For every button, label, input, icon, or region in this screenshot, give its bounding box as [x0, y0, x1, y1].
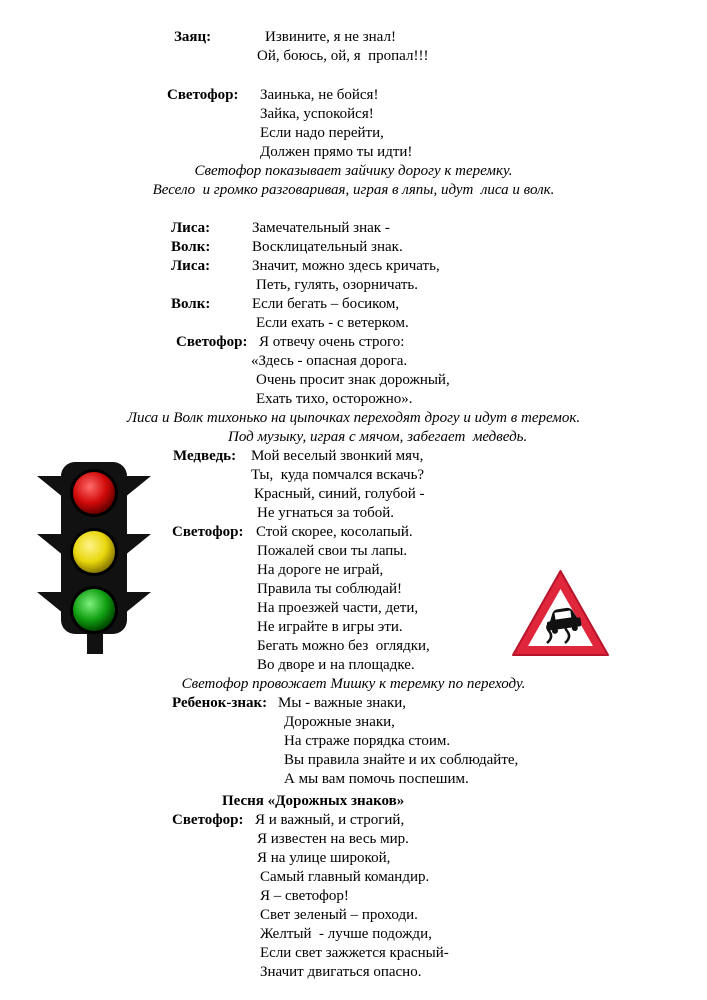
speaker-rebenok-znak: Ребенок-знак:	[172, 695, 268, 711]
dialogue-line: Значит, можно здесь кричать,	[252, 258, 440, 274]
dialogue-line: Бегать можно без оглядки,	[257, 638, 430, 654]
speaker-volk: Волк:	[171, 239, 211, 255]
dialogue-line: Мы - важные знаки,	[278, 695, 407, 711]
dialogue-line: Очень просит знак дорожный,	[256, 372, 450, 388]
stage-direction: Светофор провожает Мишку к теремку по переходу.	[181, 676, 526, 692]
dialogue-line: Я – светофор!	[260, 888, 349, 904]
dialogue-line: Я на улице широкой,	[257, 850, 391, 866]
dialogue-line: Если ехать - с ветерком.	[256, 315, 409, 331]
dialogue-line: Если свет зажжется красный-	[260, 945, 449, 961]
red-light	[73, 472, 115, 514]
dialogue-line: «Здесь - опасная дорога.	[251, 353, 408, 369]
traffic-light-icon	[37, 460, 151, 656]
dialogue-line: Красный, синий, голубой -	[254, 486, 425, 502]
dialogue-line: Самый главный командир.	[260, 869, 430, 885]
dialogue-line: Пожалей свои ты лапы.	[257, 543, 408, 559]
dialogue-line: Петь, гулять, озорничать.	[256, 277, 419, 293]
speaker-volk: Волк:	[171, 296, 211, 312]
dialogue-line: Значит двигаться опасно.	[260, 964, 422, 980]
dialogue-line: А мы вам помочь поспешим.	[284, 771, 469, 787]
dialogue-line: Дорожные знаки,	[284, 714, 395, 730]
green-light	[73, 589, 115, 631]
dialogue-line: Правила ты соблюдай!	[257, 581, 403, 597]
dialogue-line: Ехать тихо, осторожно».	[256, 391, 413, 407]
speaker-svetofor: Светофор:	[167, 87, 239, 103]
dialogue-line: Если бегать – босиком,	[252, 296, 400, 312]
dialogue-line: Желтый - лучше подожди,	[260, 926, 432, 942]
speaker-lisa: Лиса:	[171, 220, 211, 236]
dialogue-line: На страже порядка стоим.	[284, 733, 451, 749]
stage-direction: Под музыку, играя с мячом, забегает медведь.	[228, 429, 528, 445]
dialogue-line: Извините, я не знал!	[265, 29, 396, 45]
dialogue-line: Замечательный знак -	[252, 220, 390, 236]
dialogue-line: Не угнаться за тобой.	[257, 505, 394, 521]
dialogue-line: Восклицательный знак.	[252, 239, 403, 255]
dialogue-line: Я отвечу очень строго:	[259, 334, 405, 350]
speaker-lisa: Лиса:	[171, 258, 211, 274]
speaker-svetofor: Светофор:	[176, 334, 248, 350]
dialogue-line: Мой веселый звонкий мяч,	[251, 448, 424, 464]
stage-direction: Светофор показывает зайчику дорогу к теремку.	[194, 163, 513, 179]
dialogue-line: Во дворе и на площадке.	[257, 657, 415, 673]
dialogue-line: Должен прямо ты идти!	[260, 144, 413, 160]
dialogue-line: Заинька, не бойся!	[260, 87, 379, 103]
speaker-svetofor: Светофор:	[172, 524, 244, 540]
dialogue-line: Если надо перейти,	[260, 125, 384, 141]
dialogue-line: Не играйте в игры эти.	[257, 619, 403, 635]
yellow-light	[73, 531, 115, 573]
dialogue-line: Я известен на весь мир.	[257, 831, 409, 847]
dialogue-line: На дороге не играй,	[257, 562, 384, 578]
dialogue-line: Я и важный, и строгий,	[255, 812, 405, 828]
dialogue-line: Свет зеленый – проходи.	[260, 907, 418, 923]
dialogue-line: Вы правила знайте и их соблюдайте,	[284, 752, 519, 768]
dialogue-line: На проезжей части, дети,	[257, 600, 419, 616]
dialogue-line: Ты, куда помчался вскачь?	[251, 467, 425, 483]
stage-direction: Весело и громко разговаривая, играя в ляпы, идут лиса и волк.	[152, 182, 555, 198]
dialogue-line: Ой, боюсь, ой, я пропал!!!	[257, 48, 429, 64]
speaker-zayats: Заяц:	[174, 29, 212, 45]
speaker-medved: Медведь:	[173, 448, 237, 464]
song-title: Песня «Дорожных знаков»	[222, 793, 405, 809]
dialogue-line: Стой скорее, косолапый.	[256, 524, 413, 540]
slippery-road-sign-icon	[509, 567, 612, 661]
dialogue-line: Зайка, успокойся!	[260, 106, 374, 122]
speaker-svetofor: Светофор:	[172, 812, 244, 828]
stage-direction: Лиса и Волк тихонько на цыпочках переходят дрогу и идут в теремок.	[126, 410, 581, 426]
